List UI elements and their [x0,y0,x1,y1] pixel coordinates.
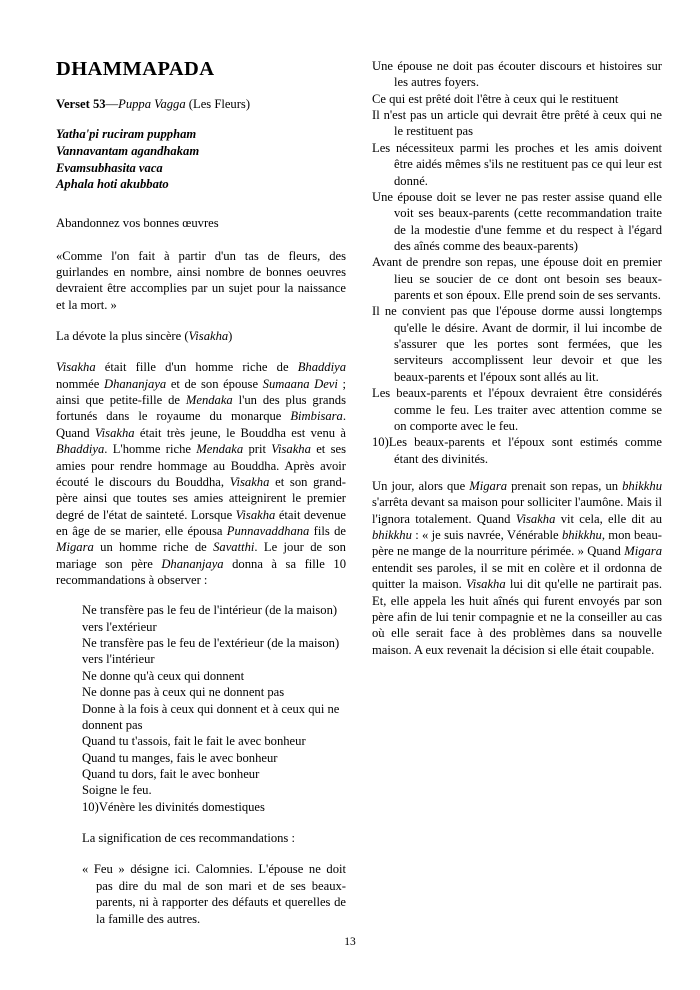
list-item: Quand tu t'assois, fait le fait le avec bonheur [82,734,306,749]
italic-term: Visakha [271,442,311,457]
text-run: entendit ses paroles, il se mit en colère et il ordonna de quitter la maison. [372,560,662,592]
italic-term: bhikkhu [622,478,662,493]
list-item: Avant de prendre son repas, une épouse doit en premier lieu se soucier de ce dont ont besoin ses beaux-parents et son époux. Elle prend soin de ses servants. [372,255,662,303]
meaning-section [82,830,346,927]
quote-paragraph: «Comme l'on fait à partir d'un tas de fleurs, des guirlandes en nombre, ainsi nombre de bonnes oeuvres devraient être accomplies par un sujet pour la naissance et la mort. » [56,248,346,312]
text-run: était devenue en âge de se marier, elle épousa [56,507,346,538]
list-item: Donne à la fois à ceux qui donnent et à ceux qui ne donnent pas [82,701,340,732]
text-run: était fille d'un homme riche de [95,360,298,375]
text-run: était très jeune, le Bouddha est venu à [134,425,346,440]
text-run: prit [243,442,272,457]
abandon-line: Abandonnez vos bonnes œuvres [56,216,219,231]
italic-term: Dhananjaya [161,556,224,571]
text-run: et de son épouse [166,376,263,391]
text-run: un homme riche de [93,540,214,555]
text-run: et son grand-père ainsi que toutes ses amies atteignirent le premier degré de l'état de sainteté. Lorsque [56,474,346,522]
list-item: Soigne le feu. [82,783,152,798]
page-number: 13 [344,936,356,948]
pali-line-1: Yatha'pi ruciram puppham [56,127,197,142]
text-run: , mon beau-père ne mange de la nourriture périmée. » Quand [372,528,662,559]
italic-term: bhikkhu [561,528,602,543]
list-item: Ne transfère pas le feu de l'intérieur (de la maison) vers l'extérieur [82,603,338,634]
verse-heading [56,97,346,113]
italic-term: Punnavaddhana [226,523,310,538]
list-item: Ce qui est prêté doit l'être à ceux qui le restituent [372,91,619,106]
text-run: l'un des plus grands fortunés dans le royaume du monarque [56,393,346,424]
text-run: prenait son repas, un [507,478,623,493]
list-item: Il n'est pas un article qui devrait être prêté à ceux qui ne le restituent pas [372,108,662,139]
text-run: lui dit qu'elle ne partirait pas. Et, elle appela les huit aînés qui furent envoyés par son père afin de lui tenir compagnie et ne la conseiller au cas où elle serait face à des problèmes dans sa nouvelle maison. A eux revenait la décision si elle était coupable. [372,577,663,657]
devotee-name: Visakha [188,329,229,344]
devotee-line [56,328,346,344]
text-run: ; ainsi que petite-fille de [56,376,346,408]
list-item: Les beaux-parents et l'époux devraient être considérés comme le feu. Les traiter avec attention comme se on comporte avec le feu. [372,386,662,433]
italic-term: Sumaana Devi [262,376,338,391]
two-column-layout [56,58,663,926]
final-paragraph [372,478,662,658]
verse-number: Verset 53 [56,96,106,111]
italic-term: Visakha [466,577,506,592]
text-run: Un jour, alors que [372,478,470,493]
text-run: fils de [309,523,347,538]
list-item: Quand tu dors, fait le avec bonheur [82,767,260,781]
italic-term: Dhananjaya [103,376,167,391]
italic-term: Bimbisara [290,409,343,424]
meaning-heading: La signification de ces recommandations : [82,831,295,846]
italic-term: Mendaka [196,442,244,457]
italic-term: Visakha [235,507,276,522]
text-run: . Le jour de son mariage son père [56,540,346,571]
italic-term: Migara [469,478,508,493]
list-item: Une épouse doit se lever ne pas rester assise quand elle voit ses beaux-parents (cette recommandation traite de la modestie d'une femme et du respect à l'égard des aînés comme des beaux-parents) [372,189,662,253]
list-item: Ne donne qu'à ceux qui donnent [82,668,245,683]
list-item: 10)Les beaux-parents et l'époux sont estimés comme étant des divinités. [372,435,662,466]
verse-dash: — [105,96,119,111]
verse-chapter-gloss: (Les Fleurs) [185,96,251,111]
left-column [56,58,346,927]
italic-term: Visakha [94,425,135,440]
text-run: s'arrêta devant sa maison pour solliciter l'aumône. Mais il l'ignora totalement. Quand [372,495,662,526]
pali-line-4: Aphala hoti akubbato [56,177,169,192]
italic-term: Mendaka [185,393,233,408]
list-item: Les nécessiteux parmi les proches et les amis doivent être aidés mêmes s'ils ne restituent pas ce qui leur est donné. [372,140,662,188]
list-item: Une épouse ne doit pas écouter discours et histoires sur les autres foyers. [372,59,662,90]
list-item: Il ne convient pas que l'épouse dorme aussi longtemps qu'elle le désire. Avant de dormir, il lui incombe de s'assurer que les portes sont fermées, que les serviteurs accomplissent leur devoir et que les beaux-parents et l'époux sont allés au lit. [372,304,662,384]
text-run: et ses amies pour rendre hommage au Bouddha. Après avoir écouté le discours du Bouddha, [56,442,347,489]
italic-term: Visakha [515,511,556,526]
text-run: nommée [56,376,104,391]
italic-term: Visakha [229,474,270,489]
text-run: donna à sa fille 10 recommandations à observer : [56,556,346,588]
italic-term: bhikkhu [372,528,412,543]
pali-line-3: Evamsubhasita vaca [56,160,163,175]
italic-term: Visakha [56,360,96,375]
list-item: Ne donne pas à ceux qui ne donnent pas [82,685,285,700]
italic-term: Bhaddiya [56,442,105,457]
story-paragraph [56,359,346,588]
meaning-first-item: « Feu » désigne ici. Calomnies. L'épouse ne doit pas dire du mal de son mari et de ses beaux-parents, ni à rapporter des défauts et querelles de la famille des autres. [82,862,346,926]
recommendations-list [82,602,346,815]
devotee-line-post: ) [228,329,233,344]
text-run: . Quand [56,409,346,440]
page-title: DHAMMAPADA [56,58,215,80]
text-run: : « je suis navrée, Vénérable [411,528,562,543]
pali-verse [56,126,346,193]
list-item: 10)Vénère les divinités domestiques [82,799,265,814]
list-item: Ne transfère pas le feu de l'extérieur (de la maison) vers l'intérieur [82,636,340,667]
italic-term: Migara [624,544,662,559]
list-item: Quand tu manges, fais le avec bonheur [82,750,278,765]
pali-line-2: Vannavantam agandhakam [56,144,200,159]
text-run: vit cela, elle dit au [555,511,663,526]
devotee-line-pre: La dévote la plus sincère ( [56,329,189,344]
italic-term: Savatthi [213,540,255,555]
text-run: . L'homme riche [104,442,197,457]
italic-term: Migara [56,540,94,555]
italic-term: Bhaddiya [297,360,346,375]
right-column [372,58,662,669]
verse-chapter: Puppa Vagga [118,96,186,111]
